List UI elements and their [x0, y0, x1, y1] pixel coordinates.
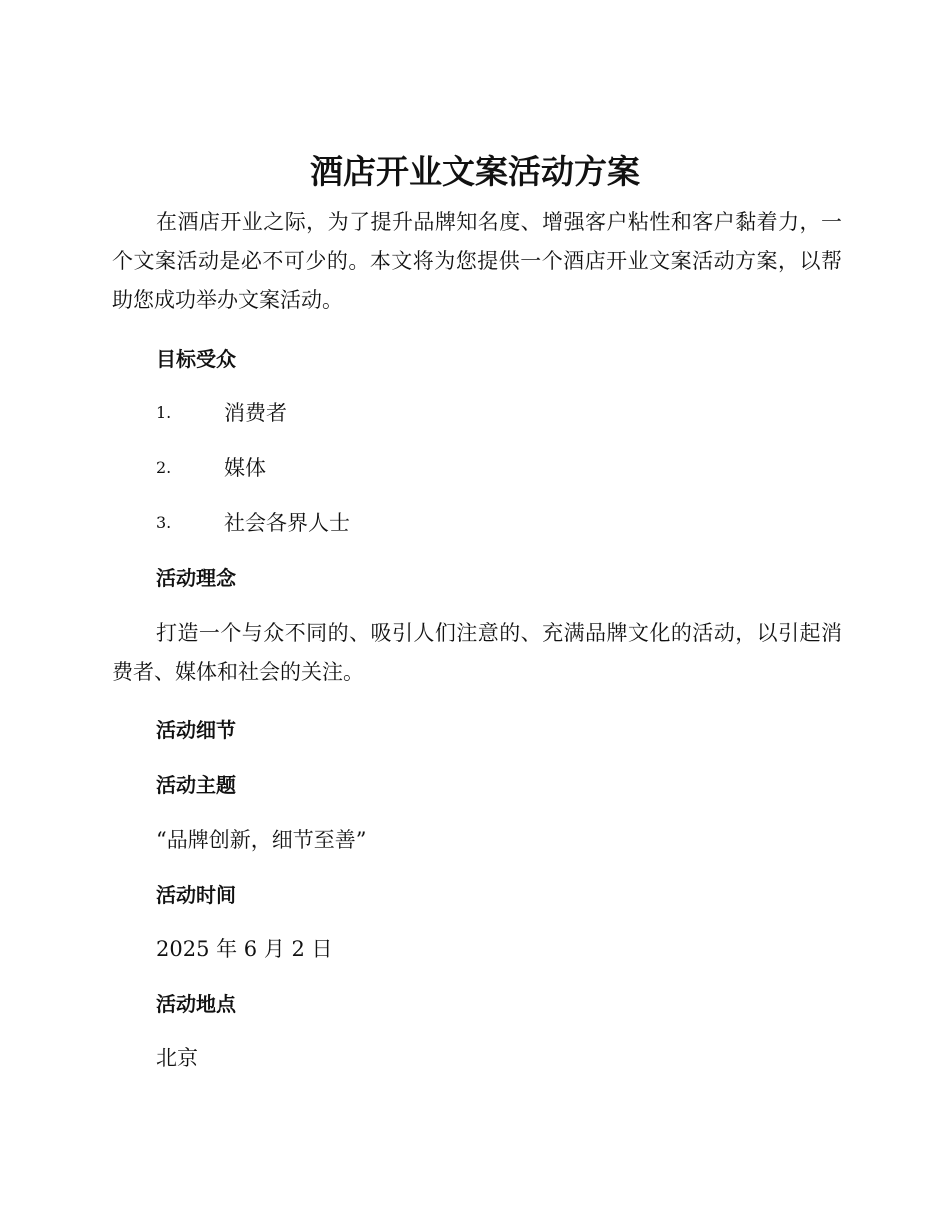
details-heading: 活动细节: [156, 718, 236, 742]
theme-text: “品牌创新，细节至善”: [156, 828, 367, 852]
theme-heading: 活动主题: [156, 773, 236, 797]
place-heading: 活动地点: [156, 992, 236, 1016]
list-number: 2.: [156, 458, 172, 477]
document-title: 酒店开业文案活动方案: [310, 152, 640, 191]
list-text: 社会各界人士: [224, 511, 350, 535]
time-heading: 活动时间: [156, 883, 236, 907]
concept-heading: 活动理念: [156, 566, 236, 590]
time-text: 2025 年 6 月 2 日: [156, 937, 333, 961]
list-text: 消费者: [224, 401, 287, 425]
list-number: 3.: [156, 513, 172, 532]
intro-paragraph: 在酒店开业之际，为了提升品牌知名度、增强客户粘性和客户黏着力，一个文案活动是必不可少的。本文将为您提供一个酒店开业文案活动方案，以帮助您成功举办文案活动。: [112, 210, 842, 312]
list-text: 媒体: [224, 456, 266, 480]
audience-heading: 目标受众: [156, 347, 236, 371]
concept-paragraph: 打造一个与众不同的、吸引人们注意的、充满品牌文化的活动，以引起消费者、媒体和社会的关注。: [112, 621, 842, 684]
list-number: 1.: [156, 403, 172, 422]
place-text: 北京: [156, 1046, 198, 1070]
